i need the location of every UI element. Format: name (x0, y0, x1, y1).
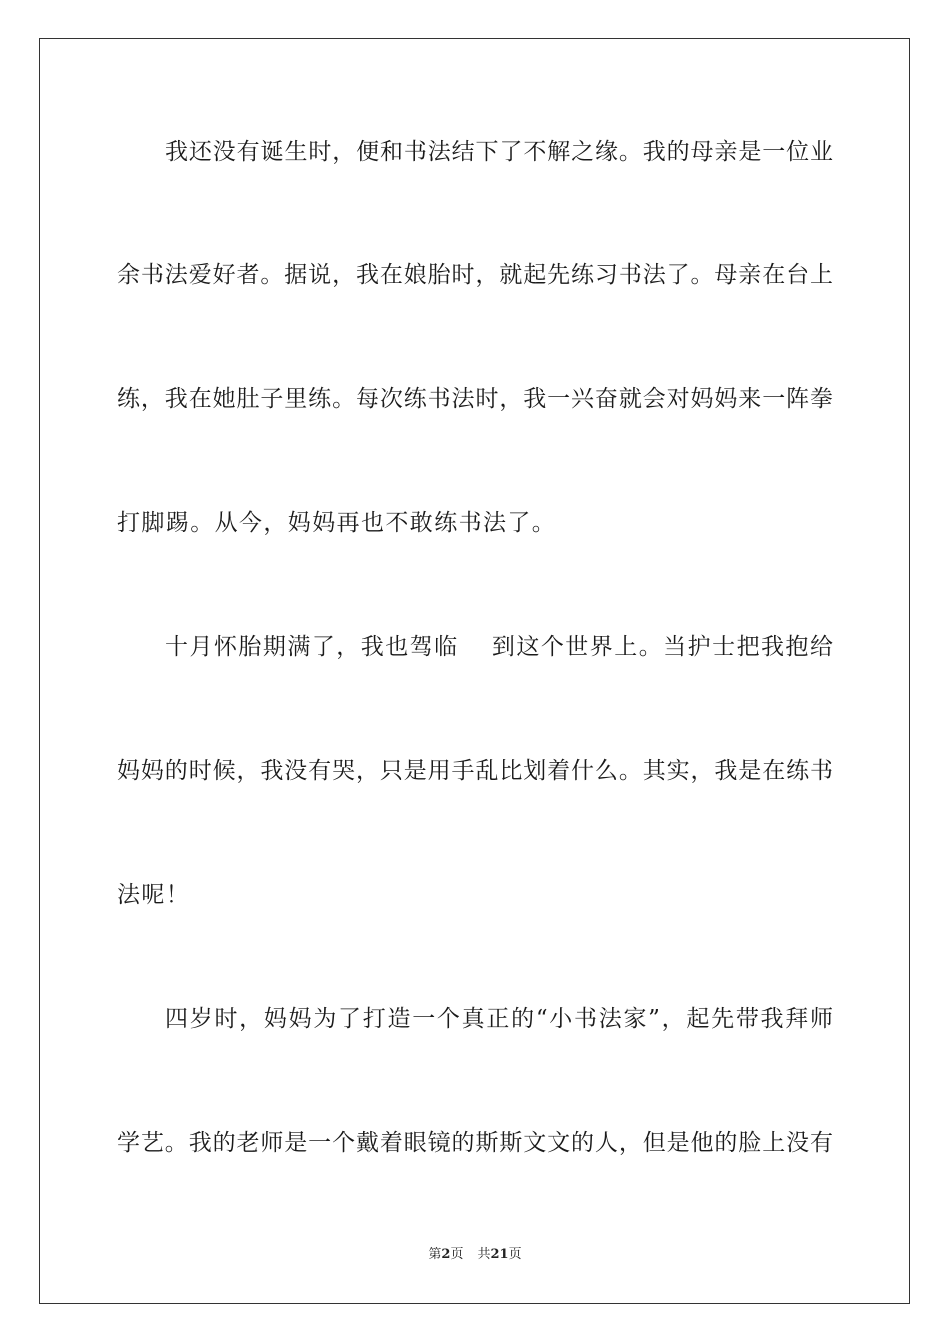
text-line-1: 我还没有诞生时，便和书法结下了不解之缘。我的母亲是一位业 (165, 139, 833, 165)
page-footer (0, 1246, 950, 1264)
page-number: 2 (441, 1247, 451, 1262)
text-line-6: 妈妈的时候，我没有哭，只是用手乱比划着什么。其实，我是在练书 (117, 758, 833, 784)
total-prefix: 共 (477, 1247, 491, 1262)
text-line-7: 法呢！ (117, 882, 191, 908)
page-suffix: 页 (450, 1247, 464, 1262)
text-line-9: 学艺。我的老师是一个戴着眼镜的斯斯文文的人，但是他的脸上没有 (117, 1130, 833, 1156)
total-suffix: 页 (508, 1247, 522, 1262)
text-line-5: 十月怀胎期满了，我也驾临 到这个世界上。当护士把我抱给 (165, 634, 833, 660)
total-pages: 21 (490, 1247, 509, 1262)
page-border (39, 38, 910, 1304)
text-line-8: 四岁时，妈妈为了打造一个真正的“小书法家”，起先带我拜师 (165, 1006, 833, 1032)
text-line-2: 余书法爱好者。据说，我在娘胎时，就起先练习书法了。母亲在台上 (117, 262, 833, 288)
page-prefix: 第 (428, 1247, 442, 1262)
text-line-3: 练，我在她肚子里练。每次练书法时，我一兴奋就会对妈妈来一阵拳 (117, 386, 833, 412)
text-line-4: 打脚踢。从今，妈妈再也不敢练书法了。 (117, 510, 557, 536)
